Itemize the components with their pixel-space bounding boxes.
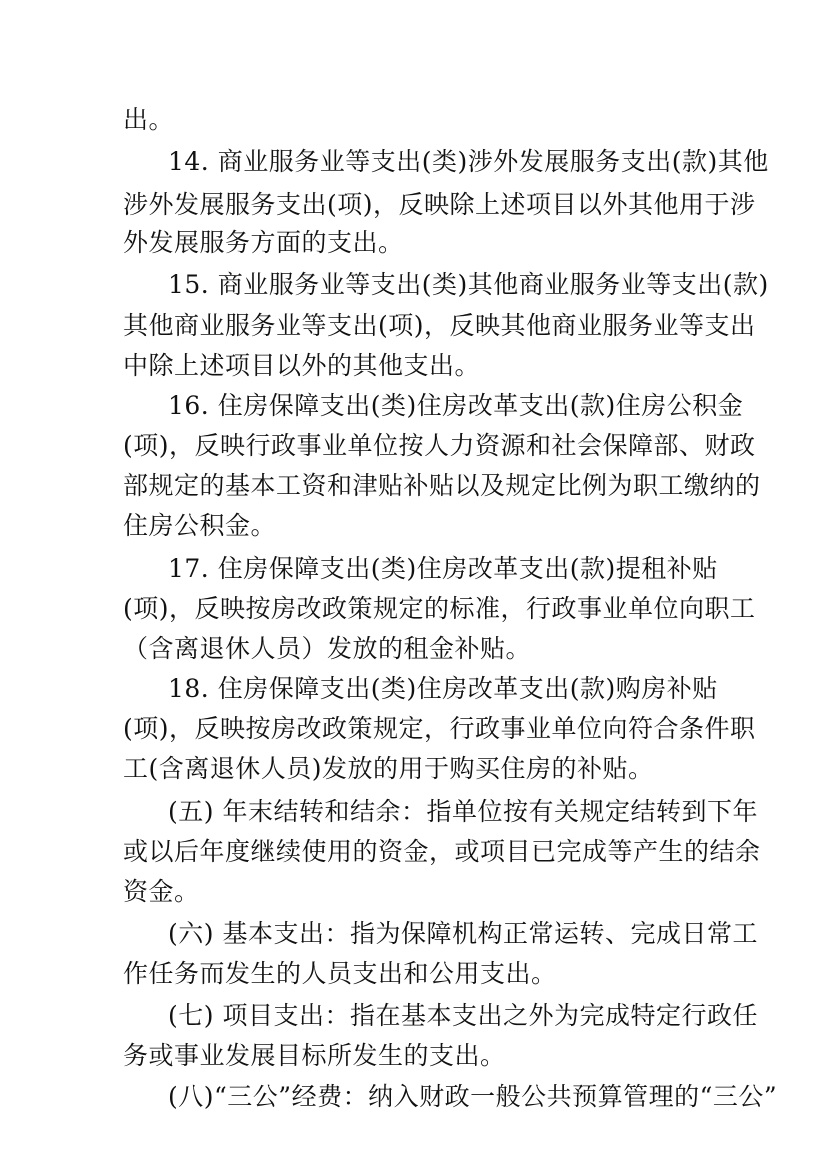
paragraph-17-line-3: （含离退休人员）发放的租金补贴。 bbox=[123, 634, 532, 663]
paragraph-18-line-2: (项)，反映按房改政策规定，行政事业单位向符合条件职 bbox=[123, 714, 756, 743]
section-7-line-1: (七) 项目支出：指在基本支出之外为完成特定行政任 bbox=[168, 1001, 758, 1030]
section-5-line-3: 资金。 bbox=[123, 877, 200, 906]
section-7-line-2: 务或事业发展目标所发生的支出。 bbox=[123, 1041, 506, 1070]
paragraph-15-line-3: 中除上述项目以外的其他支出。 bbox=[123, 351, 481, 380]
paragraph-14-line-1: 14. 商业服务业等支出(类)涉外发展服务支出(款)其他 bbox=[168, 147, 769, 176]
paragraph-15-line-2: 其他商业服务业等支出(项)，反映其他商业服务业等支出 bbox=[123, 311, 756, 340]
paragraph-16-line-2: (项)，反映行政事业单位按人力资源和社会保障部、财政 bbox=[123, 431, 756, 460]
paragraph-16-line-3: 部规定的基本工资和津贴补贴以及规定比例为职工缴纳的 bbox=[123, 471, 761, 500]
section-5-line-2: 或以后年度继续使用的资金，或项目已完成等产生的结余 bbox=[123, 837, 761, 866]
paragraph-17-line-1: 17. 住房保障支出(类)住房改革支出(款)提租补贴 bbox=[168, 554, 718, 583]
section-6-line-1: (六) 基本支出：指为保障机构正常运转、完成日常工 bbox=[168, 919, 758, 948]
paragraph-14-line-2: 涉外发展服务支出(项)，反映除上述项目以外其他用于涉 bbox=[123, 190, 756, 219]
paragraph-15-line-1: 15. 商业服务业等支出(类)其他商业服务业等支出(款) bbox=[168, 270, 769, 299]
text-line: 出。 bbox=[123, 105, 175, 134]
section-8-line-1: (八)“三公”经费：纳入财政一般公共预算管理的“三公” bbox=[168, 1082, 778, 1111]
paragraph-17-line-2: (项)，反映按房改政策规定的标准，行政事业单位向职工 bbox=[123, 594, 756, 623]
paragraph-14-line-3: 外发展服务方面的支出。 bbox=[123, 228, 404, 257]
section-5-line-1: (五) 年末结转和结余：指单位按有关规定结转到下年 bbox=[168, 797, 758, 826]
paragraph-16-line-1: 16. 住房保障支出(类)住房改革支出(款)住房公积金 bbox=[168, 391, 744, 420]
paragraph-18-line-3: 工(含离退休人员)发放的用于购买住房的补贴。 bbox=[123, 754, 654, 783]
section-6-line-2: 作任务而发生的人员支出和公用支出。 bbox=[123, 959, 557, 988]
paragraph-16-line-4: 住房公积金。 bbox=[123, 511, 277, 540]
paragraph-18-line-1: 18. 住房保障支出(类)住房改革支出(款)购房补贴 bbox=[168, 674, 718, 703]
